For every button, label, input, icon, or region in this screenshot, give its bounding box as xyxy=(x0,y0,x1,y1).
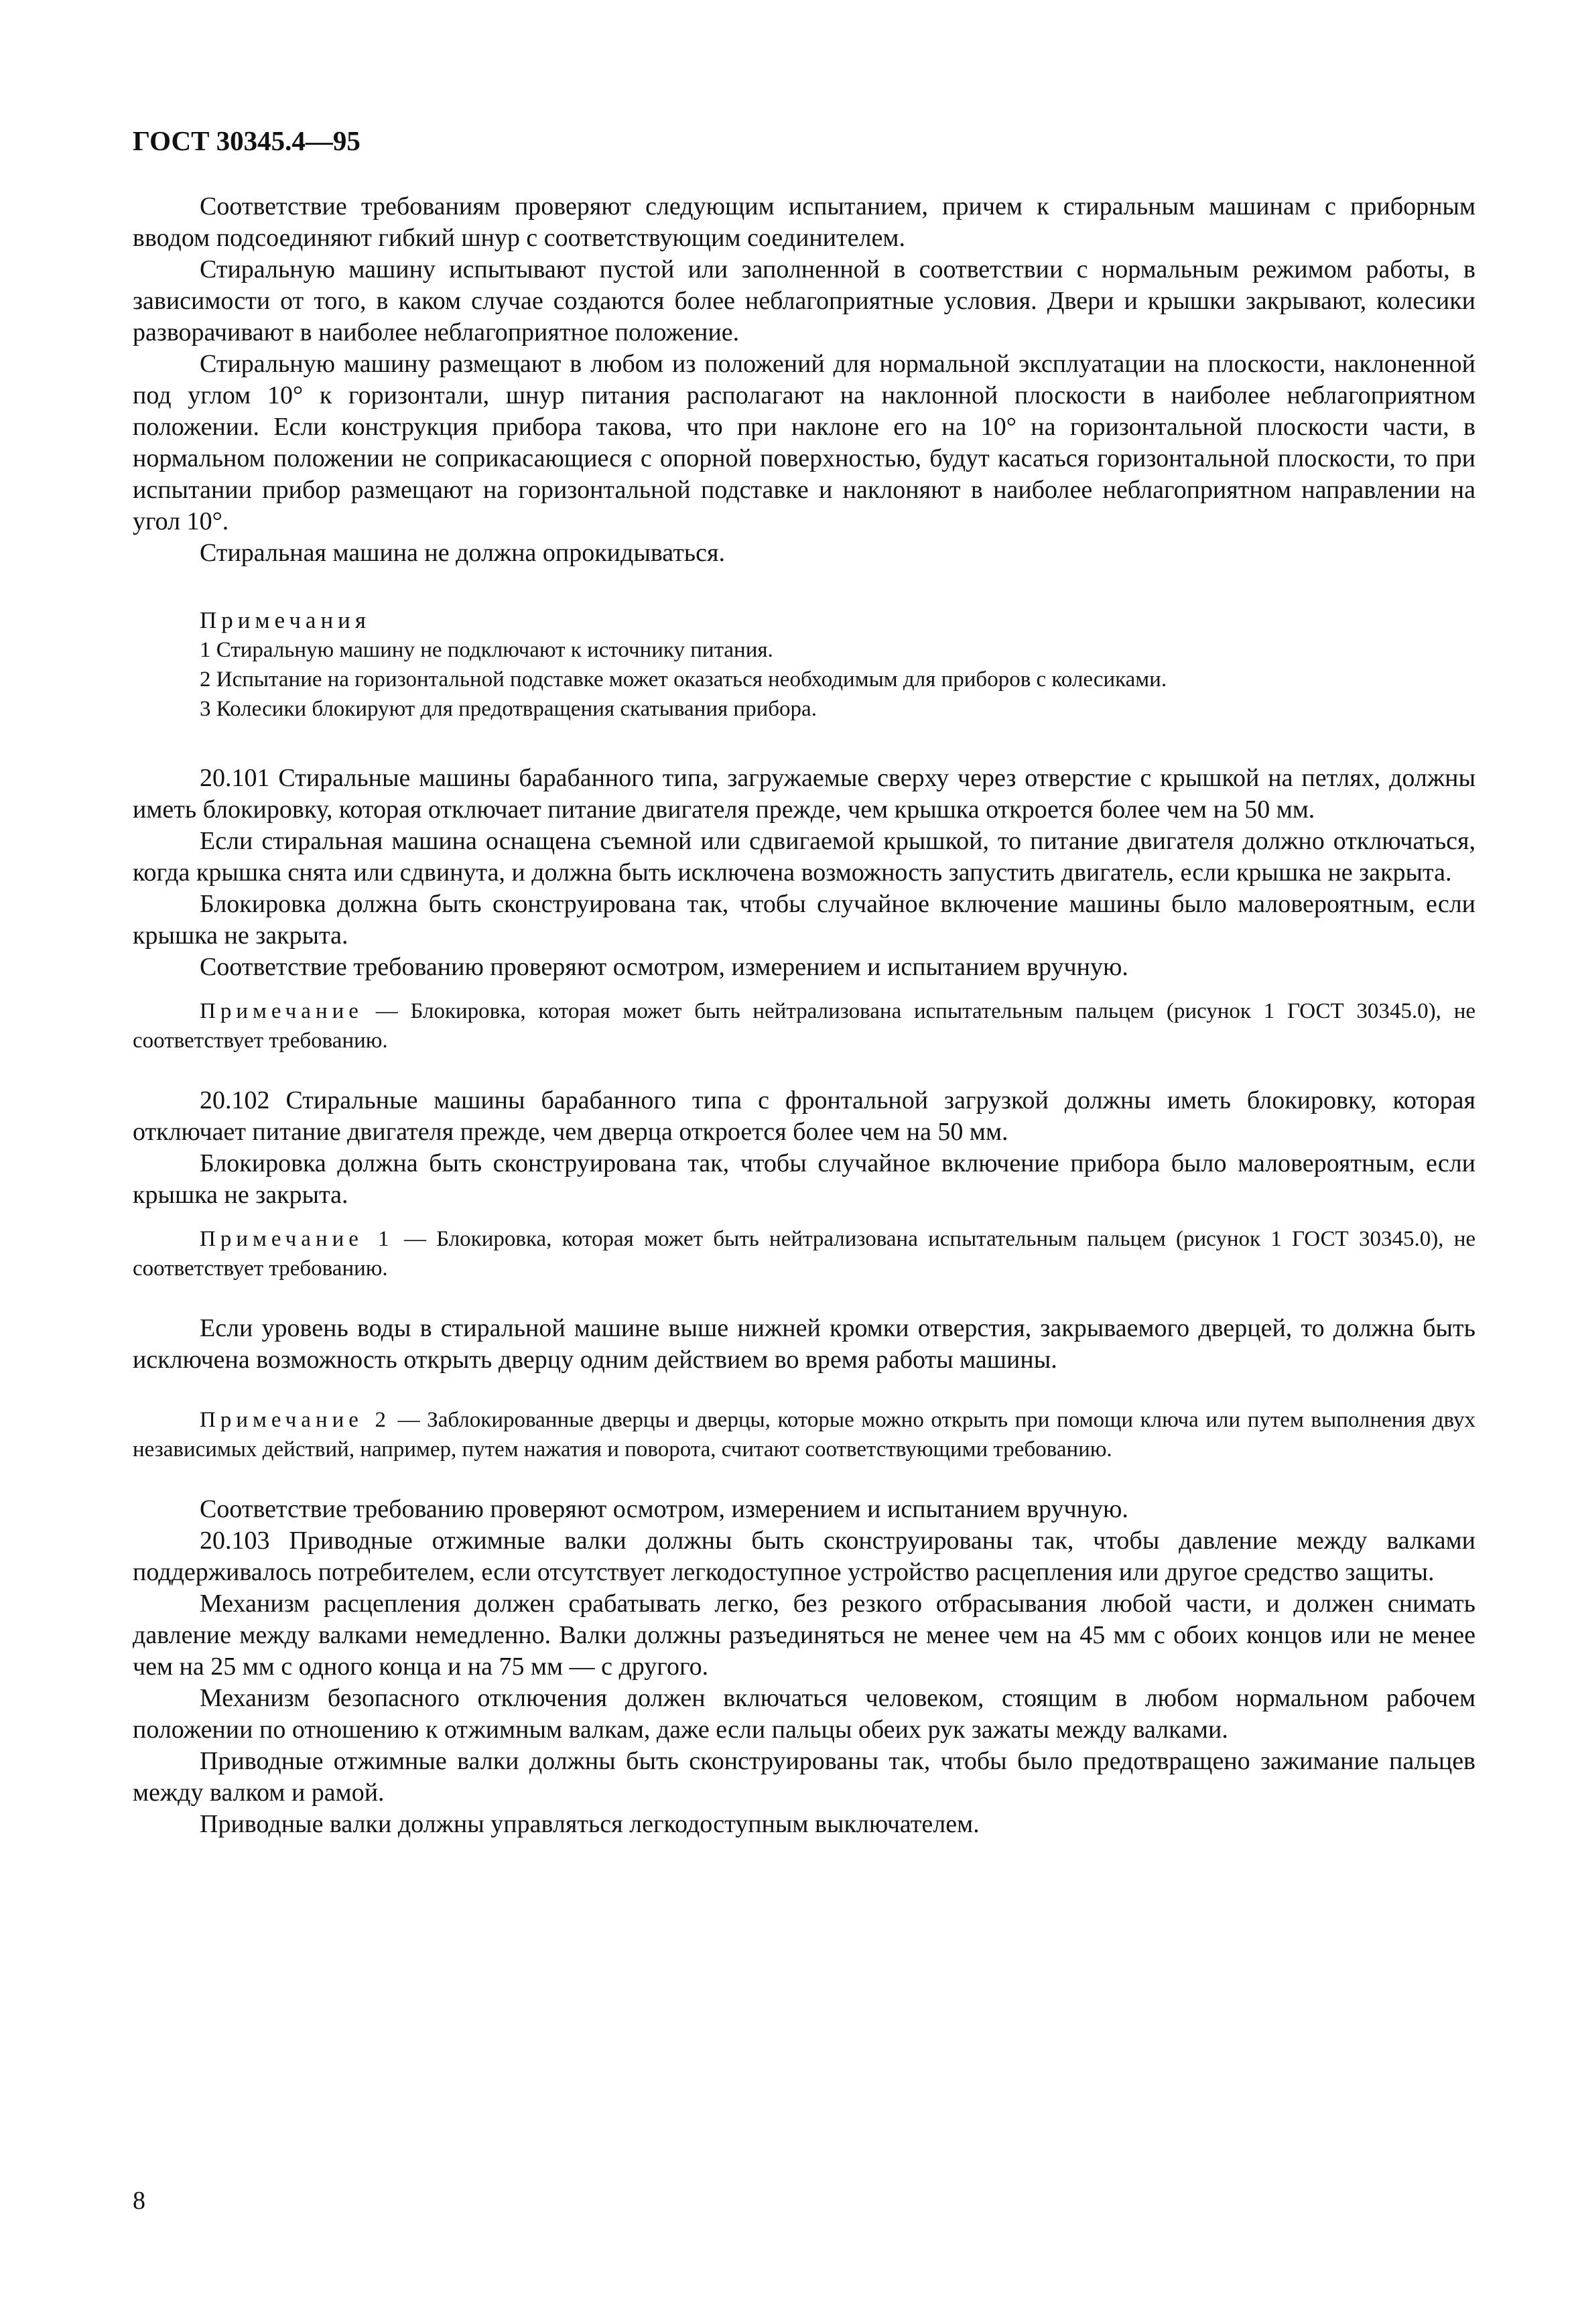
paragraph-interlock-design: Блокировка должна быть сконструирована так, чтобы случайное включение машины было маловероятным, если крышка не закрыта. xyxy=(133,890,1475,950)
clause-20-103: 20.103 Приводные отжимные валки должны быть сконструированы так, чтобы давление между валками поддерживалось потребителем, если отсутствует легкодоступное устройство расцепления или другое средство защиты. xyxy=(133,1527,1475,1586)
document-page xyxy=(133,124,1475,1840)
paragraph-interlock-design-2: Блокировка должна быть сконструирована так, чтобы случайное включение прибора было маловероятным, если крышка не закрыта. xyxy=(133,1149,1475,1209)
note-item-1: 1 Стиральную машину не подключают к источнику питания. xyxy=(200,638,773,662)
note-item-3: 3 Колесики блокируют для предотвращения скатывания прибора. xyxy=(200,697,817,721)
paragraph-finger-protection: Приводные отжимные валки должны быть сконструированы так, чтобы было предотвращено зажимание пальцев между валком и рамой. xyxy=(133,1747,1475,1807)
paragraph-water-level: Если уровень воды в стиральной машине выше нижней кромки отверстия, закрываемого дверцей, то должна быть исключена возможность открыть дверцу одним действием во время работы машины. xyxy=(133,1314,1475,1374)
paragraph-compliance-intro: Соответствие требованиям проверяют следующим испытанием, причем к стиральным машинам с приборным вводом подсоединяют гибкий шнур с соответствующим соединителем. xyxy=(133,192,1475,252)
paragraph-rollers-switch: Приводные валки должны управляться легкодоступным выключателем. xyxy=(200,1810,980,1838)
paragraph-safety-switch: Механизм безопасного отключения должен включаться человеком, стоящим в любом нормальном рабочем положении по отношению к отжимным валкам, даже если пальцы обеих рук зажаты между валками. xyxy=(133,1684,1475,1744)
clause-20-101: 20.101 Стиральные машины барабанного типа, загружаемые сверху через отверстие с крышкой на петлях, должны иметь блокировку, которая отключает питание двигателя прежде, чем крышка откроется более чем на 50 мм. xyxy=(133,764,1475,824)
clause-20-102: 20.102 Стиральные машины барабанного типа с фронтальной загрузкой должны иметь блокировку, которая отключает питание двигателя прежде, чем дверца откроется более чем на 50 мм. xyxy=(133,1086,1475,1146)
paragraph-release-mechanism: Механизм расцепления должен срабатывать легко, без резкого отбрасывания любой части, и должен снимать давление между валками немедленно. Валки должны разъединяться не менее чем на 45 мм с обоих концов или не менее чем на 25 мм с одного конца и на 75 мм — с другого. xyxy=(133,1590,1475,1681)
document-header: ГОСТ 30345.4—95 xyxy=(133,125,360,156)
paragraph-no-tipping: Стиральная машина не должна опрокидываться. xyxy=(200,539,725,567)
note-2-locked-doors: Примечание 2 — Заблокированные дверцы и дверцы, которые можно открыть при помощи ключа или путем выполнения двух независимых действий, например, путем нажатия и поворота, считают соответствующими требованию. xyxy=(133,1408,1476,1462)
note-item-2: 2 Испытание на горизонтальной подставке может оказаться необходимым для приборов с колесиками. xyxy=(200,667,1167,692)
paragraph-compliance-check-2: Соответствие требованию проверяют осмотром, измерением и испытанием вручную. xyxy=(200,1495,1128,1523)
paragraph-compliance-check: Соответствие требованию проверяют осмотром, измерением и испытанием вручную. xyxy=(200,953,1128,981)
notes-title: Примечания xyxy=(200,607,371,633)
paragraph-removable-lid: Если стиральная машина оснащена съемной или сдвигаемой крышкой, то питание двигателя должно отключаться, когда крышка снята или сдвинута, и должна быть исключена возможность запустить двигатель, если крышка не закрыта. xyxy=(133,827,1475,887)
note-1-test-finger: Примечание 1 — Блокировка, которая может быть нейтрализована испытательным пальцем (рисунок 1 ГОСТ 30345.0), не соответствует требованию. xyxy=(133,1227,1475,1281)
paragraph-test-conditions: Стиральную машину испытывают пустой или заполненной в соответствии с нормальным режимом работы, в зависимости от того, в каком случае создаются более неблагоприятные условия. Двери и крышки закрывают, колесики разворачивают в наиболее неблагоприятное положение. xyxy=(133,255,1475,346)
paragraph-tilt-test: Стиральную машину размещают в любом из положений для нормальной эксплуатации на плоскости, наклоненной под углом 10° к горизонтали, шнур питания располагают на наклонной плоскости в наиболее неблагоприятном положении. Если конструкция прибора такова, что при наклоне его на 10° на горизонтальной плоскости части, в нормальном положении не соприкасающиеся с опорной поверхностью, будут касаться горизонтальной плоскости, то при испытании прибор размещают на горизонтальной подставке и наклоняют в наиболее неблагоприятном направлении на угол 10°. xyxy=(133,350,1475,535)
note-test-finger: Примечание — Блокировка, которая может быть нейтрализована испытательным пальцем (рисунок 1 ГОСТ 30345.0), не соответствует требованию. xyxy=(133,999,1475,1053)
page-number: 8 xyxy=(133,2187,145,2215)
